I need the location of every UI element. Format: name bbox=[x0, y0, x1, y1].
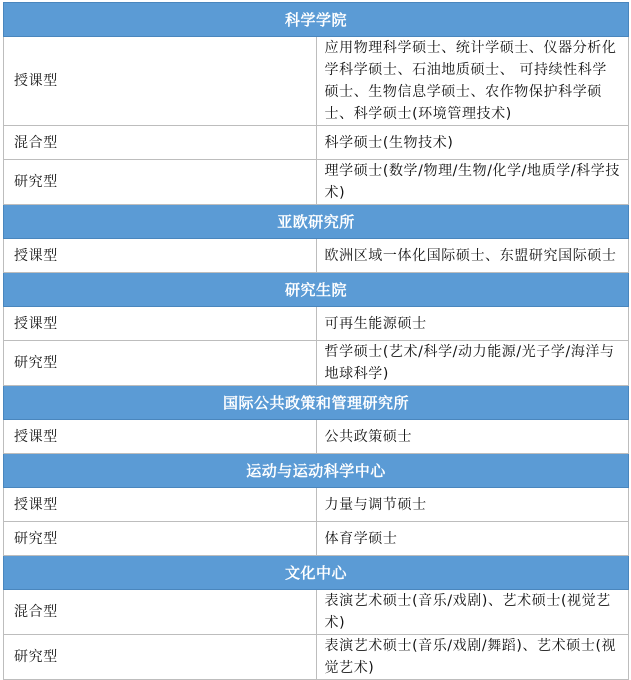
table-row bbox=[4, 341, 629, 386]
program-list-cell: 科学硕士(生物技术) bbox=[316, 126, 629, 160]
section-title: 研究生院 bbox=[4, 273, 629, 307]
table-row bbox=[4, 126, 629, 160]
program-list-cell: 可再生能源硕士 bbox=[316, 307, 629, 341]
program-list-cell: 哲学硕士(艺术/科学/动力能源/光子学/海洋与地球科学) bbox=[316, 341, 629, 386]
program-type-cell: 混合型 bbox=[4, 590, 317, 635]
program-list-cell: 力量与调节硕士 bbox=[316, 488, 629, 522]
program-type-cell: 授课型 bbox=[4, 239, 317, 273]
program-list-cell: 表演艺术硕士(音乐/戏剧/舞蹈)、艺术硕士(视觉艺术) bbox=[316, 635, 629, 680]
program-list-cell: 理学硕士(数学/物理/生物/化学/地质学/科学技术) bbox=[316, 160, 629, 205]
table-row bbox=[4, 420, 629, 454]
section-title: 科学学院 bbox=[4, 3, 629, 37]
section-header bbox=[4, 205, 629, 239]
section-header bbox=[4, 3, 629, 37]
program-type-cell: 授课型 bbox=[4, 488, 317, 522]
program-type-cell: 授课型 bbox=[4, 420, 317, 454]
table-row bbox=[4, 590, 629, 635]
table-row bbox=[4, 488, 629, 522]
program-list-cell: 表演艺术硕士(音乐/戏剧)、艺术硕士(视觉艺术) bbox=[316, 590, 629, 635]
program-list-cell: 欧洲区域一体化国际硕士、东盟研究国际硕士 bbox=[316, 239, 629, 273]
section-header bbox=[4, 556, 629, 590]
program-type-cell: 授课型 bbox=[4, 37, 317, 126]
program-type-cell: 混合型 bbox=[4, 126, 317, 160]
table-row bbox=[4, 635, 629, 680]
table-row bbox=[4, 239, 629, 273]
program-type-cell: 研究型 bbox=[4, 522, 317, 556]
program-type-cell: 授课型 bbox=[4, 307, 317, 341]
table-row bbox=[4, 37, 629, 126]
program-table bbox=[3, 2, 629, 680]
section-title: 运动与运动科学中心 bbox=[4, 454, 629, 488]
section-header bbox=[4, 273, 629, 307]
section-title: 国际公共政策和管理研究所 bbox=[4, 386, 629, 420]
table-row bbox=[4, 307, 629, 341]
section-title: 文化中心 bbox=[4, 556, 629, 590]
section-title: 亚欧研究所 bbox=[4, 205, 629, 239]
program-type-cell: 研究型 bbox=[4, 635, 317, 680]
program-type-cell: 研究型 bbox=[4, 341, 317, 386]
table-row bbox=[4, 160, 629, 205]
section-header bbox=[4, 454, 629, 488]
section-header bbox=[4, 386, 629, 420]
program-list-cell: 公共政策硕士 bbox=[316, 420, 629, 454]
program-list-cell: 应用物理科学硕士、统计学硕士、仪器分析化学科学硕士、石油地质硕士、 可持续性科学硕士、生物信息学硕士、农作物保护科学硕士、科学硕士(环境管理技术) bbox=[316, 37, 629, 126]
table-row bbox=[4, 522, 629, 556]
program-type-cell: 研究型 bbox=[4, 160, 317, 205]
program-list-cell: 体育学硕士 bbox=[316, 522, 629, 556]
